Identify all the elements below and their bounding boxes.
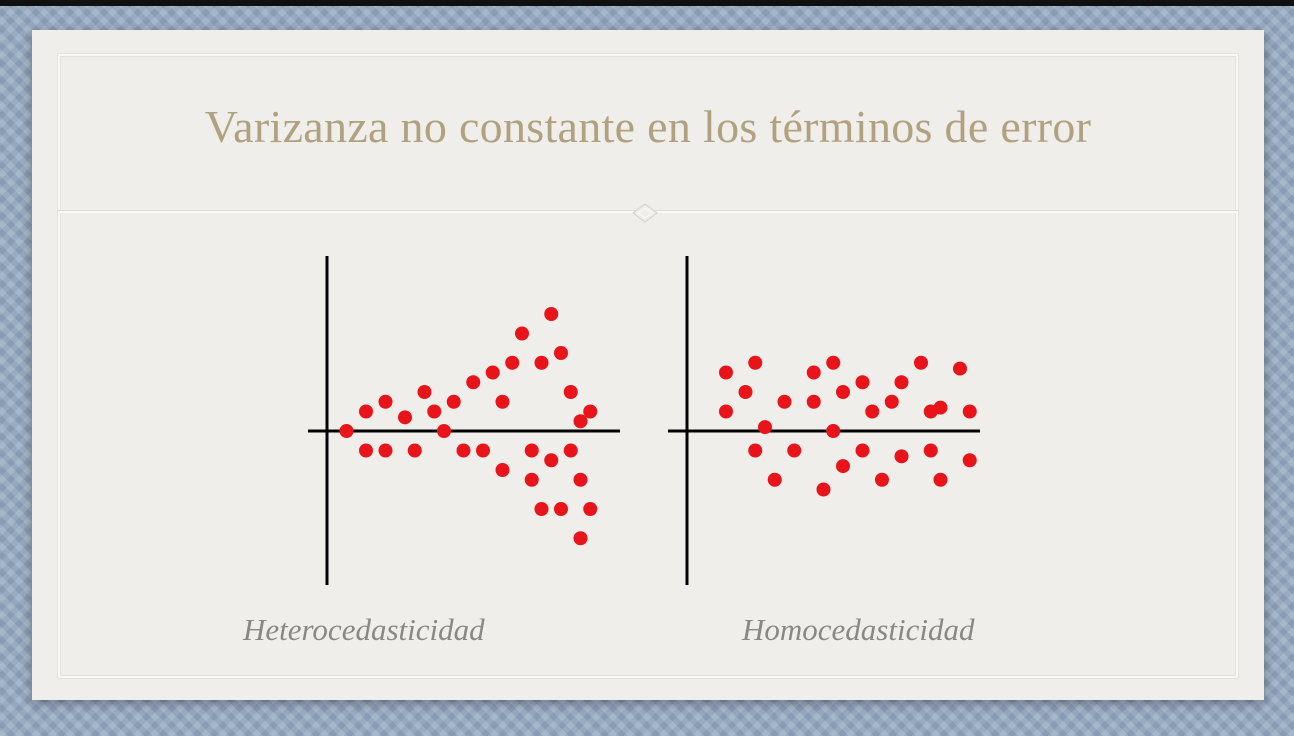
- data-point: [466, 375, 480, 389]
- data-point: [934, 401, 948, 415]
- data-point: [807, 395, 821, 409]
- data-point: [719, 405, 733, 419]
- data-point: [807, 366, 821, 380]
- divider-ornament-icon: [632, 200, 658, 226]
- slide-card: [32, 30, 1264, 700]
- data-point: [564, 444, 578, 458]
- data-point: [340, 424, 354, 438]
- data-point: [535, 356, 549, 370]
- data-point: [457, 444, 471, 458]
- homoscedasticity-label: Homocedasticidad: [742, 612, 975, 647]
- data-point: [739, 385, 753, 399]
- heteroscedasticity-label: Heterocedasticidad: [243, 612, 485, 647]
- data-point: [895, 449, 909, 463]
- heteroscedasticity-plot: [300, 250, 630, 595]
- data-point: [418, 385, 432, 399]
- data-point: [427, 405, 441, 419]
- data-point: [865, 405, 879, 419]
- data-point: [963, 405, 977, 419]
- data-point: [875, 473, 889, 487]
- homoscedasticity-plot: [660, 250, 990, 595]
- data-point: [758, 420, 772, 434]
- data-point: [379, 395, 393, 409]
- data-point: [359, 444, 373, 458]
- data-point: [554, 346, 568, 360]
- data-point: [778, 395, 792, 409]
- data-point: [856, 444, 870, 458]
- data-point: [505, 356, 519, 370]
- data-point: [496, 463, 510, 477]
- data-point: [447, 395, 461, 409]
- data-point: [486, 366, 500, 380]
- data-point: [398, 410, 412, 424]
- slide-title: Varizanza no constante en los términos de error: [204, 101, 1092, 152]
- data-point: [934, 473, 948, 487]
- data-point: [748, 444, 762, 458]
- data-point: [895, 375, 909, 389]
- data-point: [836, 459, 850, 473]
- data-point: [817, 483, 831, 497]
- data-point: [574, 473, 588, 487]
- data-point: [914, 356, 928, 370]
- data-point: [924, 444, 938, 458]
- data-point: [515, 327, 529, 341]
- data-point: [554, 502, 568, 516]
- data-point: [535, 502, 549, 516]
- data-point: [953, 362, 967, 376]
- data-point: [564, 385, 578, 399]
- data-point: [768, 473, 782, 487]
- data-point: [826, 424, 840, 438]
- data-point: [856, 375, 870, 389]
- data-point: [583, 405, 597, 419]
- data-point: [544, 453, 558, 467]
- data-point: [826, 356, 840, 370]
- top-edge-bar: [0, 0, 1294, 6]
- data-point: [525, 473, 539, 487]
- data-point: [359, 405, 373, 419]
- data-point: [408, 444, 422, 458]
- data-point: [574, 531, 588, 545]
- data-point: [836, 385, 850, 399]
- data-point: [525, 444, 539, 458]
- data-point: [544, 307, 558, 321]
- data-point: [787, 444, 801, 458]
- data-point: [885, 395, 899, 409]
- data-point: [963, 453, 977, 467]
- data-point: [437, 424, 451, 438]
- data-point: [719, 366, 733, 380]
- data-point: [379, 444, 393, 458]
- data-point: [583, 502, 597, 516]
- data-point: [748, 356, 762, 370]
- data-point: [476, 444, 490, 458]
- data-point: [496, 395, 510, 409]
